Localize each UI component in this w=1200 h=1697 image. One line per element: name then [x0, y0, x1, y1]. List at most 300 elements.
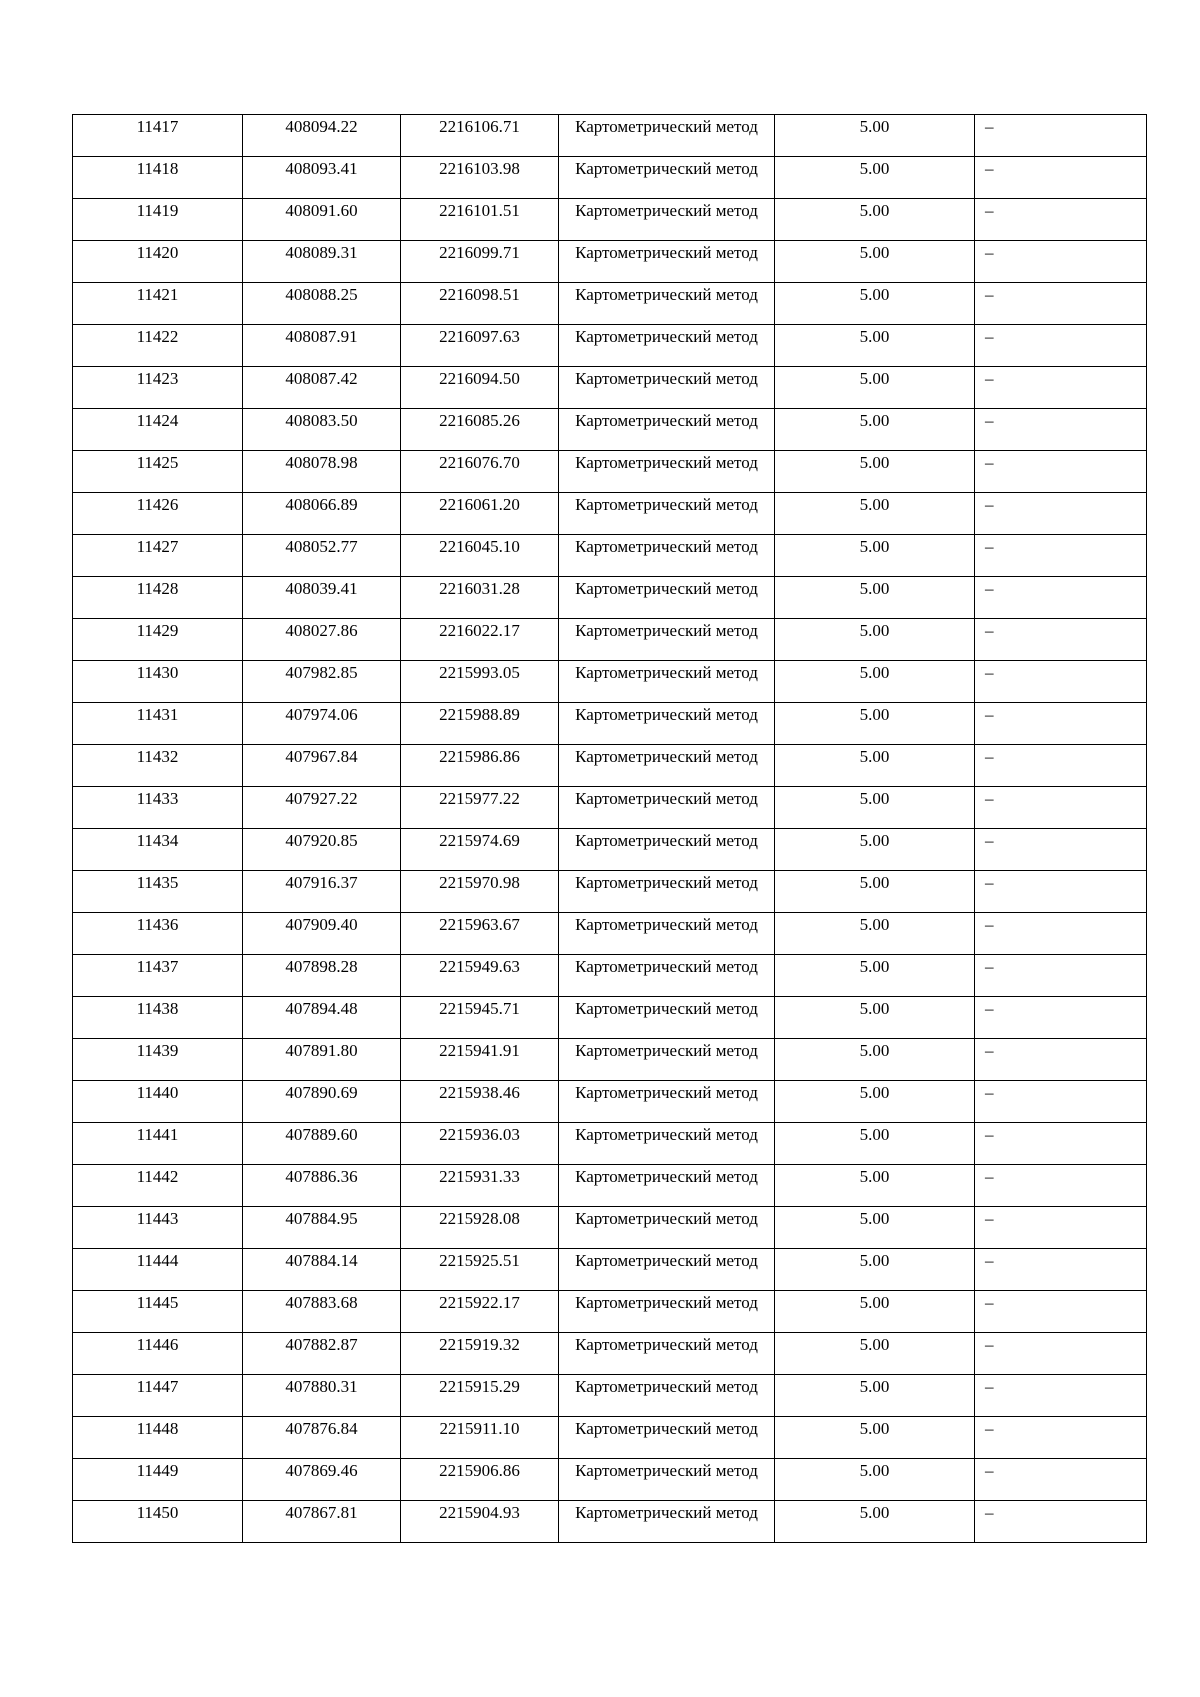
- point-number-cell-text: 11437: [136, 957, 179, 976]
- table-row: [73, 1459, 1147, 1501]
- point-number-cell: [73, 1123, 243, 1165]
- x-coordinate-cell-text: 407909.40: [285, 915, 358, 934]
- x-coordinate-cell: [243, 997, 401, 1039]
- y-coordinate-cell-text: 2215988.89: [439, 705, 520, 724]
- y-coordinate-cell: [401, 997, 559, 1039]
- accuracy-cell: [775, 703, 975, 745]
- x-coordinate-cell: [243, 1123, 401, 1165]
- accuracy-cell-text: 5.00: [859, 579, 890, 598]
- table-row: [73, 367, 1147, 409]
- y-coordinate-cell: [401, 913, 559, 955]
- method-cell-text: Картометрический метод: [575, 327, 758, 346]
- x-coordinate-cell: [243, 493, 401, 535]
- point-number-cell-text: 11445: [136, 1293, 179, 1312]
- note-cell-text: –: [985, 1335, 994, 1354]
- accuracy-cell-text: 5.00: [859, 1167, 890, 1186]
- method-cell-text: Картометрический метод: [575, 117, 758, 136]
- note-cell-text: –: [985, 1419, 994, 1438]
- y-coordinate-cell-text: 2215977.22: [439, 789, 520, 808]
- note-cell-text: –: [985, 789, 994, 808]
- accuracy-cell-text: 5.00: [859, 285, 890, 304]
- y-coordinate-cell: [401, 1249, 559, 1291]
- x-coordinate-cell: [243, 325, 401, 367]
- accuracy-cell: [775, 157, 975, 199]
- table-row: [73, 661, 1147, 703]
- method-cell: [559, 283, 775, 325]
- method-cell: [559, 1249, 775, 1291]
- note-cell-text: –: [985, 1209, 994, 1228]
- point-number-cell: [73, 1207, 243, 1249]
- y-coordinate-cell-text: 2216106.71: [439, 117, 520, 136]
- method-cell-text: Картометрический метод: [575, 747, 758, 766]
- y-coordinate-cell-text: 2216103.98: [439, 159, 520, 178]
- y-coordinate-cell: [401, 451, 559, 493]
- point-number-cell-text: 11422: [136, 327, 179, 346]
- method-cell-text: Картометрический метод: [575, 1167, 758, 1186]
- table-row: [73, 955, 1147, 997]
- point-number-cell-text: 11434: [136, 831, 179, 850]
- accuracy-cell: [775, 283, 975, 325]
- point-number-cell-text: 11447: [136, 1377, 179, 1396]
- method-cell: [559, 1207, 775, 1249]
- y-coordinate-cell-text: 2215949.63: [439, 957, 520, 976]
- note-cell: [975, 1165, 1147, 1207]
- accuracy-cell-text: 5.00: [859, 1041, 890, 1060]
- method-cell: [559, 1291, 775, 1333]
- point-number-cell: [73, 1291, 243, 1333]
- method-cell-text: Картометрический метод: [575, 285, 758, 304]
- method-cell: [559, 829, 775, 871]
- method-cell-text: Картометрический метод: [575, 1251, 758, 1270]
- y-coordinate-cell: [401, 1081, 559, 1123]
- table-row: [73, 493, 1147, 535]
- note-cell: [975, 829, 1147, 871]
- x-coordinate-cell-text: 407894.48: [285, 999, 358, 1018]
- accuracy-cell-text: 5.00: [859, 243, 890, 262]
- y-coordinate-cell-text: 2216094.50: [439, 369, 520, 388]
- accuracy-cell-text: 5.00: [859, 117, 890, 136]
- x-coordinate-cell-text: 408083.50: [285, 411, 358, 430]
- note-cell: [975, 787, 1147, 829]
- point-number-cell-text: 11418: [136, 159, 179, 178]
- y-coordinate-cell: [401, 241, 559, 283]
- point-number-cell: [73, 745, 243, 787]
- x-coordinate-cell: [243, 283, 401, 325]
- point-number-cell-text: 11442: [136, 1167, 179, 1186]
- y-coordinate-cell-text: 2215974.69: [439, 831, 520, 850]
- point-number-cell-text: 11431: [136, 705, 179, 724]
- method-cell: [559, 325, 775, 367]
- note-cell: [975, 115, 1147, 157]
- x-coordinate-cell: [243, 1165, 401, 1207]
- method-cell-text: Картометрический метод: [575, 873, 758, 892]
- x-coordinate-cell-text: 407867.81: [285, 1503, 358, 1522]
- accuracy-cell-text: 5.00: [859, 201, 890, 220]
- note-cell-text: –: [985, 831, 994, 850]
- table-row: [73, 115, 1147, 157]
- method-cell: [559, 493, 775, 535]
- table-row: [73, 577, 1147, 619]
- x-coordinate-cell: [243, 1207, 401, 1249]
- accuracy-cell: [775, 787, 975, 829]
- point-number-cell-text: 11441: [136, 1125, 179, 1144]
- y-coordinate-cell-text: 2216022.17: [439, 621, 520, 640]
- note-cell-text: –: [985, 579, 994, 598]
- x-coordinate-cell: [243, 787, 401, 829]
- accuracy-cell: [775, 535, 975, 577]
- method-cell: [559, 955, 775, 997]
- y-coordinate-cell-text: 2215919.32: [439, 1335, 520, 1354]
- x-coordinate-cell: [243, 1501, 401, 1543]
- method-cell-text: Картометрический метод: [575, 579, 758, 598]
- accuracy-cell: [775, 367, 975, 409]
- note-cell-text: –: [985, 1251, 994, 1270]
- method-cell: [559, 1081, 775, 1123]
- x-coordinate-cell: [243, 661, 401, 703]
- table-row: [73, 283, 1147, 325]
- point-number-cell: [73, 1249, 243, 1291]
- method-cell-text: Картометрический метод: [575, 1419, 758, 1438]
- note-cell-text: –: [985, 285, 994, 304]
- note-cell-text: –: [985, 411, 994, 430]
- y-coordinate-cell: [401, 409, 559, 451]
- coordinates-table: [72, 114, 1147, 1543]
- x-coordinate-cell: [243, 1291, 401, 1333]
- table-row: [73, 1081, 1147, 1123]
- x-coordinate-cell-text: 407876.84: [285, 1419, 358, 1438]
- accuracy-cell-text: 5.00: [859, 1377, 890, 1396]
- x-coordinate-cell-text: 407889.60: [285, 1125, 358, 1144]
- table-row: [73, 871, 1147, 913]
- table-row: [73, 745, 1147, 787]
- x-coordinate-cell: [243, 913, 401, 955]
- x-coordinate-cell: [243, 241, 401, 283]
- x-coordinate-cell-text: 407891.80: [285, 1041, 358, 1060]
- accuracy-cell-text: 5.00: [859, 873, 890, 892]
- note-cell: [975, 1123, 1147, 1165]
- point-number-cell: [73, 493, 243, 535]
- method-cell-text: Картометрический метод: [575, 1083, 758, 1102]
- y-coordinate-cell: [401, 871, 559, 913]
- x-coordinate-cell-text: 407920.85: [285, 831, 358, 850]
- y-coordinate-cell: [401, 283, 559, 325]
- point-number-cell-text: 11424: [136, 411, 179, 430]
- point-number-cell: [73, 325, 243, 367]
- method-cell-text: Картометрический метод: [575, 831, 758, 850]
- x-coordinate-cell: [243, 409, 401, 451]
- note-cell: [975, 283, 1147, 325]
- table-row: [73, 409, 1147, 451]
- x-coordinate-cell: [243, 829, 401, 871]
- y-coordinate-cell: [401, 577, 559, 619]
- x-coordinate-cell-text: 407974.06: [285, 705, 358, 724]
- note-cell-text: –: [985, 1167, 994, 1186]
- y-coordinate-cell-text: 2216061.20: [439, 495, 520, 514]
- method-cell-text: Картометрический метод: [575, 537, 758, 556]
- table-row: [73, 1417, 1147, 1459]
- x-coordinate-cell-text: 407880.31: [285, 1377, 358, 1396]
- accuracy-cell: [775, 1039, 975, 1081]
- y-coordinate-cell: [401, 493, 559, 535]
- y-coordinate-cell: [401, 703, 559, 745]
- point-number-cell-text: 11446: [136, 1335, 179, 1354]
- accuracy-cell-text: 5.00: [859, 1083, 890, 1102]
- method-cell: [559, 367, 775, 409]
- note-cell: [975, 1417, 1147, 1459]
- accuracy-cell: [775, 451, 975, 493]
- y-coordinate-cell-text: 2215925.51: [439, 1251, 520, 1270]
- point-number-cell-text: 11432: [136, 747, 179, 766]
- note-cell-text: –: [985, 915, 994, 934]
- table-row: [73, 619, 1147, 661]
- table-row: [73, 1291, 1147, 1333]
- accuracy-cell-text: 5.00: [859, 957, 890, 976]
- note-cell-text: –: [985, 159, 994, 178]
- point-number-cell-text: 11449: [136, 1461, 179, 1480]
- y-coordinate-cell-text: 2216099.71: [439, 243, 520, 262]
- table-row: [73, 535, 1147, 577]
- x-coordinate-cell: [243, 1249, 401, 1291]
- method-cell-text: Картометрический метод: [575, 705, 758, 724]
- x-coordinate-cell-text: 407927.22: [285, 789, 358, 808]
- table-row: [73, 787, 1147, 829]
- method-cell-text: Картометрический метод: [575, 1377, 758, 1396]
- note-cell: [975, 1501, 1147, 1543]
- note-cell-text: –: [985, 747, 994, 766]
- accuracy-cell-text: 5.00: [859, 915, 890, 934]
- method-cell-text: Картометрический метод: [575, 1335, 758, 1354]
- accuracy-cell-text: 5.00: [859, 537, 890, 556]
- x-coordinate-cell-text: 408078.98: [285, 453, 358, 472]
- x-coordinate-cell-text: 408066.89: [285, 495, 358, 514]
- accuracy-cell: [775, 829, 975, 871]
- y-coordinate-cell-text: 2216045.10: [439, 537, 520, 556]
- x-coordinate-cell-text: 407886.36: [285, 1167, 358, 1186]
- note-cell: [975, 997, 1147, 1039]
- accuracy-cell: [775, 1207, 975, 1249]
- note-cell-text: –: [985, 1503, 994, 1522]
- point-number-cell-text: 11430: [136, 663, 179, 682]
- point-number-cell: [73, 619, 243, 661]
- accuracy-cell-text: 5.00: [859, 705, 890, 724]
- note-cell-text: –: [985, 621, 994, 640]
- method-cell: [559, 1459, 775, 1501]
- method-cell: [559, 703, 775, 745]
- table-row: [73, 1207, 1147, 1249]
- accuracy-cell-text: 5.00: [859, 831, 890, 850]
- accuracy-cell: [775, 241, 975, 283]
- accuracy-cell-text: 5.00: [859, 1419, 890, 1438]
- table-row: [73, 1249, 1147, 1291]
- point-number-cell: [73, 1459, 243, 1501]
- table-row: [73, 241, 1147, 283]
- method-cell-text: Картометрический метод: [575, 621, 758, 640]
- point-number-cell: [73, 1501, 243, 1543]
- y-coordinate-cell: [401, 157, 559, 199]
- accuracy-cell: [775, 997, 975, 1039]
- y-coordinate-cell: [401, 1291, 559, 1333]
- note-cell: [975, 1249, 1147, 1291]
- accuracy-cell-text: 5.00: [859, 747, 890, 766]
- note-cell: [975, 1333, 1147, 1375]
- y-coordinate-cell: [401, 1207, 559, 1249]
- x-coordinate-cell: [243, 871, 401, 913]
- accuracy-cell: [775, 913, 975, 955]
- accuracy-cell-text: 5.00: [859, 1461, 890, 1480]
- method-cell: [559, 871, 775, 913]
- point-number-cell: [73, 535, 243, 577]
- table-row: [73, 1333, 1147, 1375]
- method-cell: [559, 1417, 775, 1459]
- accuracy-cell-text: 5.00: [859, 327, 890, 346]
- y-coordinate-cell-text: 2215936.03: [439, 1125, 520, 1144]
- point-number-cell-text: 11420: [136, 243, 179, 262]
- accuracy-cell: [775, 745, 975, 787]
- point-number-cell: [73, 1333, 243, 1375]
- note-cell-text: –: [985, 369, 994, 388]
- method-cell: [559, 409, 775, 451]
- note-cell-text: –: [985, 1041, 994, 1060]
- point-number-cell: [73, 409, 243, 451]
- x-coordinate-cell: [243, 157, 401, 199]
- x-coordinate-cell: [243, 535, 401, 577]
- coordinates-table-body: [73, 115, 1147, 1543]
- table-row: [73, 325, 1147, 367]
- point-number-cell: [73, 199, 243, 241]
- x-coordinate-cell-text: 408039.41: [285, 579, 358, 598]
- y-coordinate-cell-text: 2215993.05: [439, 663, 520, 682]
- note-cell-text: –: [985, 999, 994, 1018]
- accuracy-cell-text: 5.00: [859, 789, 890, 808]
- method-cell: [559, 1123, 775, 1165]
- table-row: [73, 703, 1147, 745]
- y-coordinate-cell: [401, 1417, 559, 1459]
- x-coordinate-cell-text: 408091.60: [285, 201, 358, 220]
- y-coordinate-cell-text: 2215922.17: [439, 1293, 520, 1312]
- y-coordinate-cell: [401, 1501, 559, 1543]
- y-coordinate-cell: [401, 1165, 559, 1207]
- accuracy-cell-text: 5.00: [859, 999, 890, 1018]
- note-cell: [975, 1039, 1147, 1081]
- method-cell: [559, 535, 775, 577]
- x-coordinate-cell-text: 408027.86: [285, 621, 358, 640]
- note-cell-text: –: [985, 201, 994, 220]
- y-coordinate-cell: [401, 199, 559, 241]
- point-number-cell: [73, 787, 243, 829]
- accuracy-cell: [775, 955, 975, 997]
- accuracy-cell: [775, 1417, 975, 1459]
- method-cell: [559, 619, 775, 661]
- accuracy-cell-text: 5.00: [859, 1503, 890, 1522]
- note-cell: [975, 871, 1147, 913]
- point-number-cell: [73, 871, 243, 913]
- note-cell-text: –: [985, 1377, 994, 1396]
- y-coordinate-cell-text: 2215986.86: [439, 747, 520, 766]
- accuracy-cell-text: 5.00: [859, 1251, 890, 1270]
- x-coordinate-cell: [243, 367, 401, 409]
- note-cell-text: –: [985, 1461, 994, 1480]
- note-cell: [975, 325, 1147, 367]
- point-number-cell-text: 11427: [136, 537, 179, 556]
- note-cell-text: –: [985, 453, 994, 472]
- point-number-cell: [73, 115, 243, 157]
- accuracy-cell-text: 5.00: [859, 1125, 890, 1144]
- method-cell-text: Картометрический метод: [575, 663, 758, 682]
- method-cell-text: Картометрический метод: [575, 1041, 758, 1060]
- x-coordinate-cell: [243, 1375, 401, 1417]
- table-row: [73, 451, 1147, 493]
- accuracy-cell: [775, 661, 975, 703]
- accuracy-cell: [775, 1249, 975, 1291]
- method-cell: [559, 1333, 775, 1375]
- method-cell: [559, 115, 775, 157]
- y-coordinate-cell-text: 2215904.93: [439, 1503, 520, 1522]
- y-coordinate-cell: [401, 661, 559, 703]
- accuracy-cell-text: 5.00: [859, 411, 890, 430]
- y-coordinate-cell-text: 2216098.51: [439, 285, 520, 304]
- method-cell-text: Картометрический метод: [575, 453, 758, 472]
- note-cell-text: –: [985, 873, 994, 892]
- method-cell: [559, 787, 775, 829]
- accuracy-cell: [775, 1165, 975, 1207]
- method-cell-text: Картометрический метод: [575, 1209, 758, 1228]
- y-coordinate-cell-text: 2215906.86: [439, 1461, 520, 1480]
- method-cell-text: Картометрический метод: [575, 369, 758, 388]
- y-coordinate-cell: [401, 955, 559, 997]
- point-number-cell: [73, 1081, 243, 1123]
- accuracy-cell-text: 5.00: [859, 1293, 890, 1312]
- method-cell: [559, 1501, 775, 1543]
- x-coordinate-cell-text: 407884.14: [285, 1251, 358, 1270]
- y-coordinate-cell: [401, 115, 559, 157]
- method-cell-text: Картометрический метод: [575, 243, 758, 262]
- y-coordinate-cell-text: 2215915.29: [439, 1377, 520, 1396]
- x-coordinate-cell-text: 408093.41: [285, 159, 358, 178]
- accuracy-cell: [775, 1501, 975, 1543]
- table-row: [73, 1501, 1147, 1543]
- x-coordinate-cell-text: 408087.42: [285, 369, 358, 388]
- point-number-cell: [73, 577, 243, 619]
- x-coordinate-cell-text: 407882.87: [285, 1335, 358, 1354]
- accuracy-cell: [775, 325, 975, 367]
- accuracy-cell: [775, 115, 975, 157]
- accuracy-cell-text: 5.00: [859, 369, 890, 388]
- y-coordinate-cell: [401, 535, 559, 577]
- method-cell-text: Картометрический метод: [575, 915, 758, 934]
- method-cell-text: Картометрический метод: [575, 411, 758, 430]
- point-number-cell-text: 11419: [136, 201, 179, 220]
- point-number-cell-text: 11436: [136, 915, 179, 934]
- note-cell-text: –: [985, 957, 994, 976]
- x-coordinate-cell: [243, 1417, 401, 1459]
- y-coordinate-cell: [401, 325, 559, 367]
- point-number-cell-text: 11428: [136, 579, 179, 598]
- note-cell: [975, 1291, 1147, 1333]
- point-number-cell-text: 11426: [136, 495, 179, 514]
- point-number-cell-text: 11438: [136, 999, 179, 1018]
- x-coordinate-cell-text: 408094.22: [285, 117, 358, 136]
- y-coordinate-cell: [401, 367, 559, 409]
- point-number-cell: [73, 283, 243, 325]
- x-coordinate-cell: [243, 619, 401, 661]
- table-row: [73, 829, 1147, 871]
- accuracy-cell-text: 5.00: [859, 495, 890, 514]
- accuracy-cell: [775, 1123, 975, 1165]
- point-number-cell: [73, 241, 243, 283]
- x-coordinate-cell: [243, 955, 401, 997]
- note-cell: [975, 241, 1147, 283]
- accuracy-cell: [775, 199, 975, 241]
